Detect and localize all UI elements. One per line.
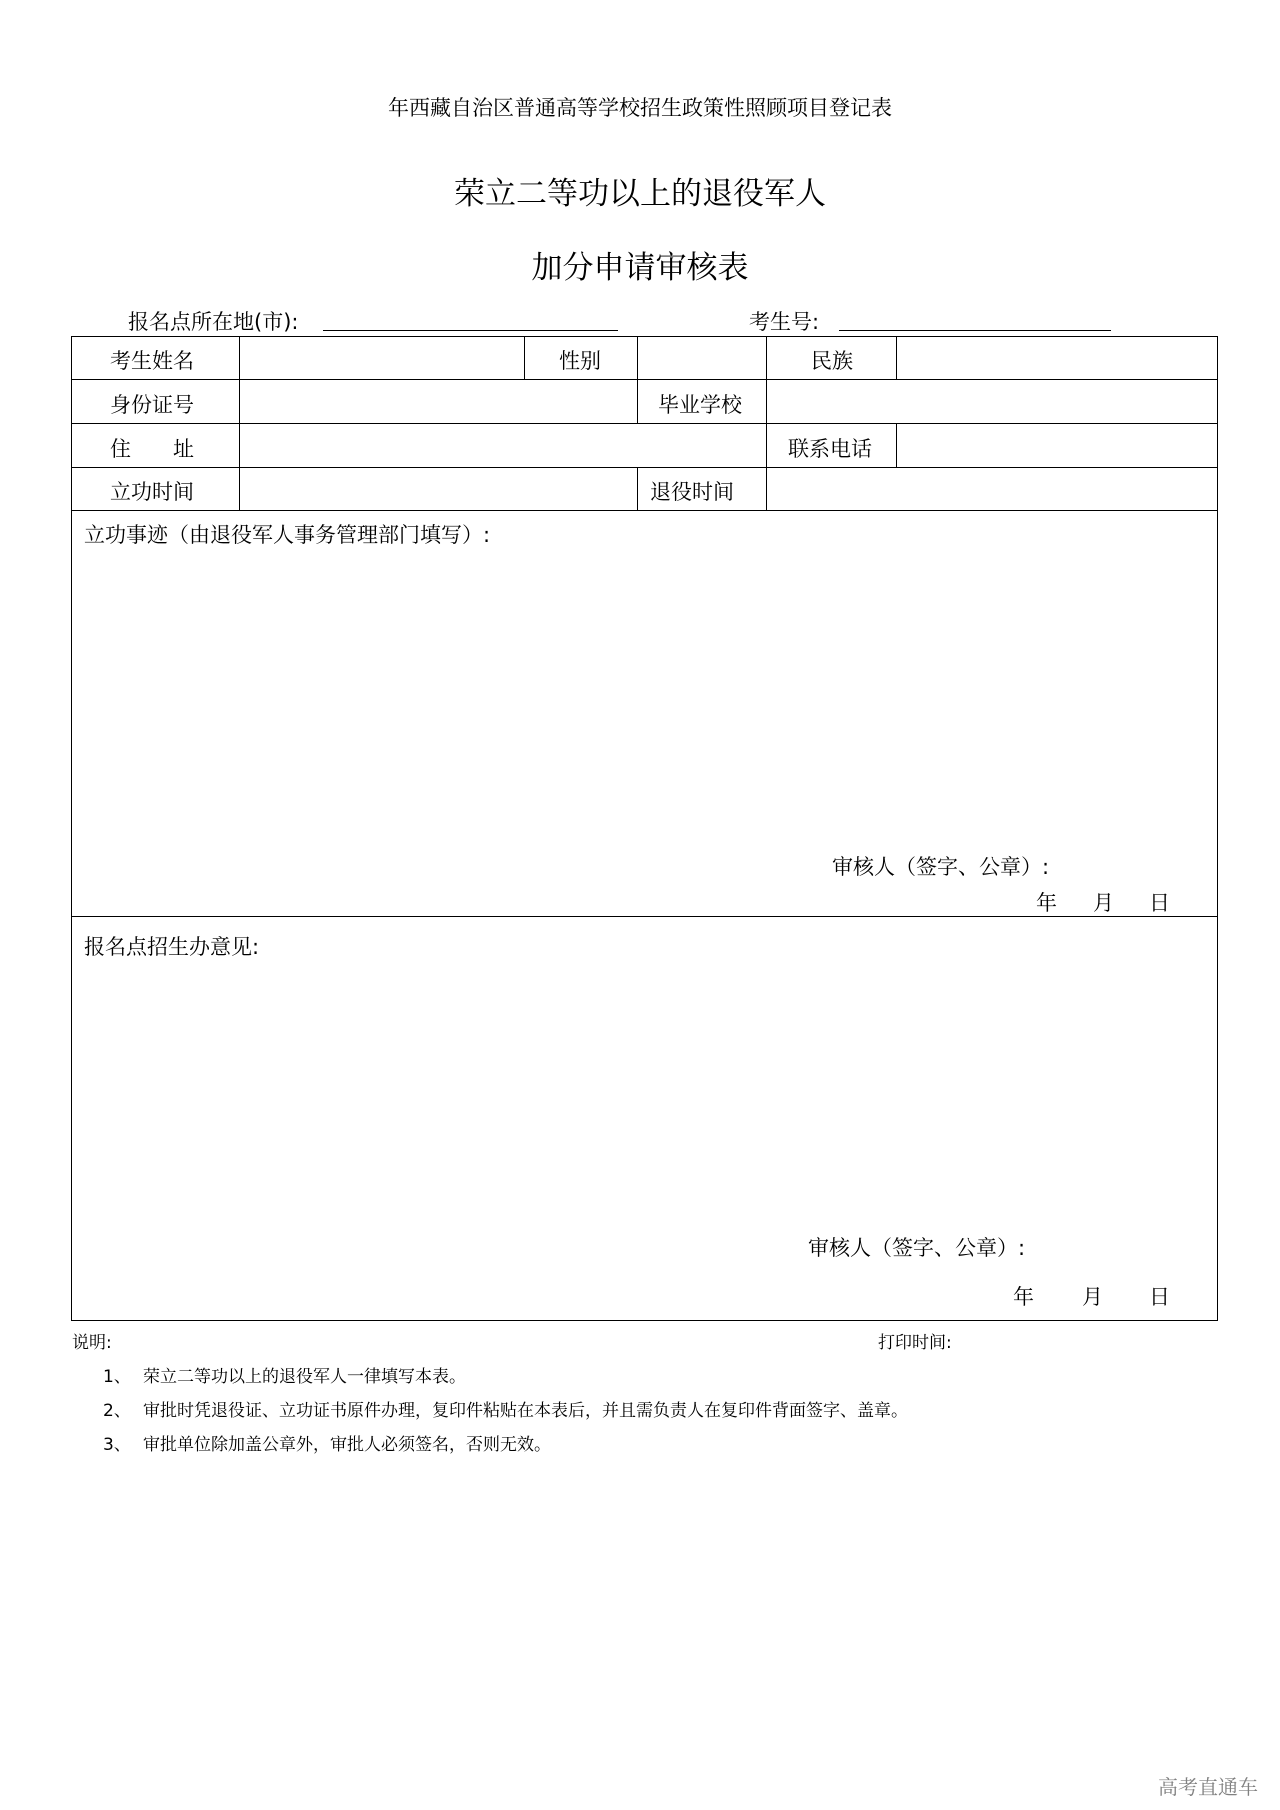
row-divider: [72, 423, 1217, 424]
note-2-number: 2、: [103, 1401, 131, 1421]
office-date-year: 年: [1013, 1285, 1034, 1309]
row-divider: [72, 379, 1217, 380]
form-title-line2: 加分申请审核表: [531, 250, 749, 286]
col-divider: [637, 467, 638, 510]
watermark: 高考直通车: [1158, 1775, 1258, 1799]
address-label: 住 址: [110, 437, 194, 461]
merit-date-year: 年: [1036, 891, 1057, 915]
discharge-time-label: 退役时间: [650, 480, 734, 504]
id-number-field[interactable]: [240, 381, 636, 422]
notes-heading: 说明:: [72, 1333, 112, 1353]
col-divider: [766, 423, 767, 467]
location-field[interactable]: [323, 330, 618, 331]
ethnicity-label: 民族: [811, 349, 853, 373]
office-date-day: 日: [1149, 1285, 1170, 1309]
office-reviewer-label: 审核人（签字、公章）:: [808, 1236, 1026, 1260]
exam-number-field[interactable]: [839, 330, 1111, 331]
id-number-label: 身份证号: [110, 393, 194, 417]
application-form-table: [71, 336, 1218, 1321]
office-opinion-label: 报名点招生办意见:: [84, 935, 260, 959]
gender-label: 性别: [559, 349, 601, 373]
merit-deeds-label: 立功事迹（由退役军人事务管理部门填写）:: [84, 523, 491, 547]
row-divider: [72, 510, 1217, 511]
office-date-month: 月: [1082, 1285, 1103, 1309]
phone-field[interactable]: [897, 425, 1215, 466]
exam-number-label: 考生号:: [749, 310, 820, 334]
merit-deeds-field[interactable]: [74, 551, 1215, 841]
form-header-line: 年西藏自治区普通高等学校招生政策性照顾项目登记表: [388, 96, 892, 120]
note-2-text: 审批时凭退役证、立功证书原件办理，复印件粘贴在本表后，并且需负责人在复印件背面签字、盖章。: [143, 1401, 908, 1421]
discharge-time-field[interactable]: [767, 469, 1215, 509]
phone-label: 联系电话: [788, 437, 872, 461]
note-1-text: 荣立二等功以上的退役军人一律填写本表。: [143, 1367, 466, 1387]
location-label: 报名点所在地(市):: [128, 310, 299, 334]
merit-reviewer-label: 审核人（签字、公章）:: [832, 855, 1050, 879]
ethnicity-field[interactable]: [897, 338, 1215, 378]
school-label: 毕业学校: [658, 393, 742, 417]
name-label: 考生姓名: [110, 349, 194, 373]
form-title-line1: 荣立二等功以上的退役军人: [454, 176, 826, 212]
col-divider: [637, 379, 638, 423]
office-opinion-field[interactable]: [74, 963, 1215, 1213]
note-1-number: 1、: [103, 1367, 131, 1387]
col-divider: [766, 337, 767, 379]
note-3-text: 审批单位除加盖公章外，审批人必须签名，否则无效。: [143, 1435, 551, 1455]
row-divider: [72, 467, 1217, 468]
note-3-number: 3、: [103, 1435, 131, 1455]
merit-time-field[interactable]: [240, 469, 636, 509]
name-field[interactable]: [240, 338, 523, 378]
merit-date-month: 月: [1093, 891, 1114, 915]
col-divider: [524, 337, 525, 379]
school-field[interactable]: [767, 381, 1215, 422]
gender-field[interactable]: [638, 338, 765, 378]
merit-time-label: 立功时间: [110, 480, 194, 504]
merit-date-day: 日: [1149, 891, 1170, 915]
print-time-label: 打印时间:: [878, 1333, 952, 1353]
address-field[interactable]: [240, 425, 765, 466]
